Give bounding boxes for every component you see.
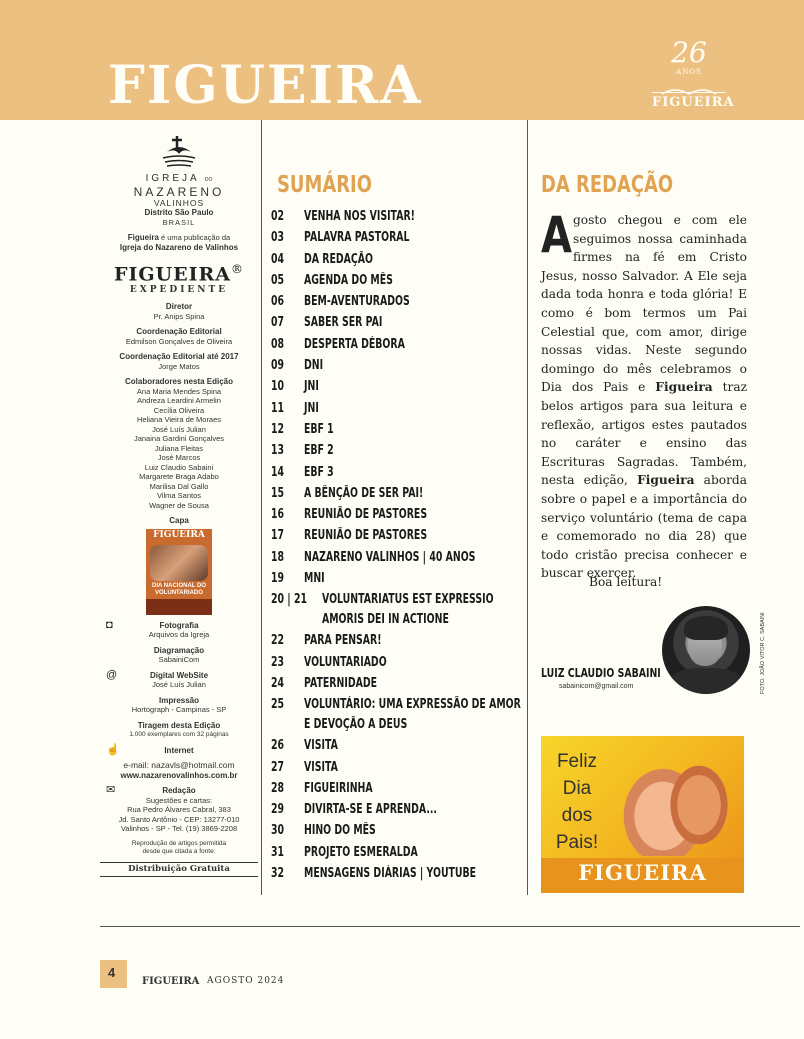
editorial-name: Edmilson Gonçalves de Oliveira — [125, 336, 233, 346]
toc-item[interactable]: 16 REUNIÃO DE PASTORES — [271, 507, 428, 523]
page-number: 4 — [108, 965, 116, 980]
toc-item[interactable]: 09 DNI — [271, 358, 324, 374]
toc-item[interactable]: 04 DA REDAÇÃO — [271, 251, 373, 267]
toc-item[interactable]: 26 VISITA — [271, 738, 338, 754]
anniversary-brand: FIGUEIRA — [652, 92, 726, 110]
envelope-icon: ✉ — [106, 784, 116, 797]
editorial-label: Coordenação Editorial — [136, 327, 222, 337]
toc-item[interactable]: 28 FIGUEIRINHA — [271, 780, 373, 796]
diagram-label: Diagramação — [153, 645, 205, 655]
toc-item[interactable]: 03 PALAVRA PASTORAL — [271, 230, 410, 246]
collaborator: Luiz Claudio Sabaini — [144, 462, 214, 472]
toc-item[interactable]: 20 | 21 VOLUNTARIATUS EST EXPRESSIO AMORIS DEI IN ACTIONE — [271, 592, 494, 628]
anniversary-number: 26 — [671, 36, 707, 69]
collaborator: Ana Maria Mendes Spina — [136, 386, 222, 396]
website-label: Digital WebSite — [149, 670, 209, 680]
figueira-logo: FIGUEIRA® — [113, 262, 245, 286]
collaborator: José Luís Julian — [152, 424, 206, 434]
author-photo — [662, 606, 750, 694]
reproduction-note: Reprodução de artigos permitida desde que citada a fonte. — [131, 839, 227, 855]
foto-label: Fotografia — [159, 620, 199, 630]
distribution-note: Distribuição Gratuita — [100, 862, 258, 878]
ad-brand: FIGUEIRA — [578, 860, 707, 885]
column-divider-left — [261, 120, 262, 895]
print-label: Impressão — [158, 695, 200, 705]
redacao-line: Valinhos - SP - Tel. (19) 3869-2208 — [120, 824, 238, 834]
website-url: www.nazarenovalinhos.com.br — [120, 770, 238, 780]
toc-item[interactable]: 05 AGENDA DO MÊS — [271, 272, 393, 288]
director-label: Diretor — [165, 302, 193, 312]
church-line3: VALINHOS — [153, 197, 205, 208]
footer-divider — [100, 926, 800, 927]
toc-item[interactable]: 06 BEM-AVENTURADOS — [271, 294, 410, 310]
toc-item[interactable]: 31 PROJETO ESMERALDA — [271, 844, 418, 860]
child-hand-image — [659, 750, 739, 850]
cover-subtitle: DIA NACIONAL DO VOLUNTARIADO — [152, 582, 206, 596]
collaborator: Cecília Oliveira — [153, 405, 205, 415]
toc-item[interactable]: 11 JNI — [271, 400, 319, 416]
collaborator: Wagner de Sousa — [149, 500, 209, 510]
toc-item[interactable]: 30 HINO DO MÊS — [271, 823, 376, 839]
toc-item[interactable]: 18 NAZARENO VALINHOS | 40 ANOS — [271, 549, 476, 565]
run-value: 1.000 exemplares com 32 páginas — [129, 731, 229, 739]
foto-value: Arquivos da Igreja — [148, 630, 210, 640]
closing-line: Boa leitura! — [589, 575, 663, 589]
editorial-title: DA REDAÇÃO — [541, 172, 674, 198]
redacao-line: Rua Pedro Álvares Cabral, 383 — [127, 805, 231, 815]
cover-bottom-band — [146, 599, 212, 615]
collaborator: Margarete Braga Adabo — [139, 472, 219, 482]
district: Distrito São Paulo — [144, 208, 214, 217]
publication-note: Figueira é uma publicação da Igreja do Nazareno de Valinhos — [119, 233, 239, 252]
toc-item[interactable]: 19 MNI — [271, 571, 325, 587]
collaborator: José Marcos — [157, 453, 201, 463]
diagram-value: SabainiCom — [158, 655, 200, 665]
hand-cursor-icon: ☝ — [106, 743, 120, 756]
toc-item[interactable]: 27 VISITA — [271, 759, 338, 775]
church-line2: NAZARENO — [133, 184, 225, 199]
toc-item[interactable]: 15 A BÊNÇÃO DE SER PAI! — [271, 485, 424, 501]
director-name: Pr. Anips Spina — [153, 311, 205, 321]
drop-cap: A — [541, 206, 572, 264]
anniversary-word: ANOS — [676, 68, 702, 76]
print-value: Hortograph - Campinas - SP — [131, 705, 227, 715]
toc-item[interactable]: 12 EBF 1 — [271, 421, 334, 437]
toc-item[interactable]: 14 EBF 3 — [271, 464, 334, 480]
email-address: e-mail: nazavls@hotmail.com — [123, 760, 235, 771]
editorial-body: Agosto chegou e com ele seguimos nossa caminhada firmes na fé em Cristo Jesus, nosso Salvador. A Ele seja dada toda honra e toda glória! E como é bom termos um Pai Celestial que, com amor, dirige nossas vidas. Neste segundo domingo do mês celebramos o Dia dos Pais e Figueira traz belos artigos para sua leitura e reflexão, artigos estes pautados no caráter e ensino das Escrituras Sagradas. Também, nesta edição, Figueira aborda sobre o papel e a importância do serviço voluntário (tema de capa e comemorado no dia 28) que todo cristão precisa conhecer e buscar exercer. — [541, 206, 748, 581]
website-value: José Luís Julian — [152, 680, 206, 690]
toc-item[interactable]: 22 PARA PENSAR! — [271, 633, 382, 649]
toc-item[interactable]: 32 MENSAGENS DIÁRIAS | YOUTUBE — [271, 866, 477, 882]
toc-item[interactable]: 07 SABER SER PAI — [271, 315, 383, 331]
footer-date: AGOSTO 2024 — [207, 976, 285, 986]
toc-item[interactable]: 24 PATERNIDADE — [271, 675, 378, 691]
toc-item[interactable]: 13 EBF 2 — [271, 443, 334, 459]
collaborator: Heliana Vieira de Moraes — [136, 415, 222, 425]
toc-item[interactable]: 10 JNI — [271, 379, 319, 395]
expediente-heading: EXPEDIENTE — [129, 285, 229, 296]
fathers-day-ad — [541, 736, 744, 893]
flame-cross-logo-icon — [159, 134, 199, 168]
collaborator: Janaina Gardini Gonçalves — [133, 434, 225, 444]
collaborator: Vilma Santos — [156, 491, 202, 501]
collaborator: Andreza Leardini Armelin — [137, 396, 221, 406]
toc-item[interactable]: 02 VENHA NOS VISITAR! — [271, 209, 415, 224]
author-email: sabainicom@gmail.com — [559, 683, 634, 690]
table-of-contents — [271, 209, 521, 887]
toc-item[interactable]: 25 VOLUNTÁRIO: UMA EXPRESSÃO DE AMOR E DEVOÇÃO A DEUS — [271, 697, 521, 733]
column-divider-right — [527, 120, 528, 895]
sumario-title: SUMÁRIO — [277, 172, 372, 198]
editorial2017-name: Jorge Matos — [158, 361, 200, 371]
toc-item[interactable]: 08 DESPERTA DÉBORA — [271, 336, 405, 352]
page-number-box — [100, 960, 127, 988]
cover-title: FIGUEIRA — [153, 529, 205, 540]
ad-greeting: Feliz Dia dos Pais! — [555, 751, 599, 853]
open-book-icon — [660, 86, 718, 96]
capa-label: Capa — [169, 516, 189, 526]
redacao-line: Sugestões e cartas: — [145, 795, 213, 805]
internet-label: Internet — [164, 745, 194, 755]
cover-hands-image — [150, 545, 208, 581]
photo-credit: FOTO: JOÃO VITOR C. SABAINI — [760, 612, 766, 694]
editorial2017-label: Coordenação Editorial até 2017 — [119, 352, 239, 362]
toc-item[interactable]: 17 REUNIÃO DE PASTORES — [271, 528, 428, 544]
toc-item[interactable]: 23 VOLUNTARIADO — [271, 654, 387, 670]
at-sign-icon: @ — [106, 668, 118, 681]
expediente-column — [100, 134, 258, 877]
redacao-line: Jd. Santo Antônio - CEP: 13277-010 — [118, 814, 240, 824]
church-line1: IGREJA DO — [145, 172, 213, 184]
toc-item[interactable]: 29 DIVIRTA-SE E APRENDA... — [271, 802, 437, 818]
cover-thumbnail — [146, 529, 212, 615]
collaborator: Juliana Fleitas — [155, 443, 203, 453]
collaborators-label: Colaboradores nesta Edição — [124, 377, 234, 387]
footer-brand: FIGUEIRA — [142, 976, 200, 987]
magazine-title: FIGUEIRA — [108, 55, 423, 116]
country: BRASIL — [162, 217, 196, 227]
collaborator: Marilisa Dal Gallo — [149, 481, 209, 491]
author-name: LUIZ CLAUDIO SABAINI — [541, 666, 661, 680]
anniversary-seal — [652, 36, 735, 110]
camera-icon: ◘ — [106, 618, 113, 631]
redacao-label: Redação — [162, 786, 196, 796]
run-label: Tiragem desta Edição — [137, 720, 221, 730]
